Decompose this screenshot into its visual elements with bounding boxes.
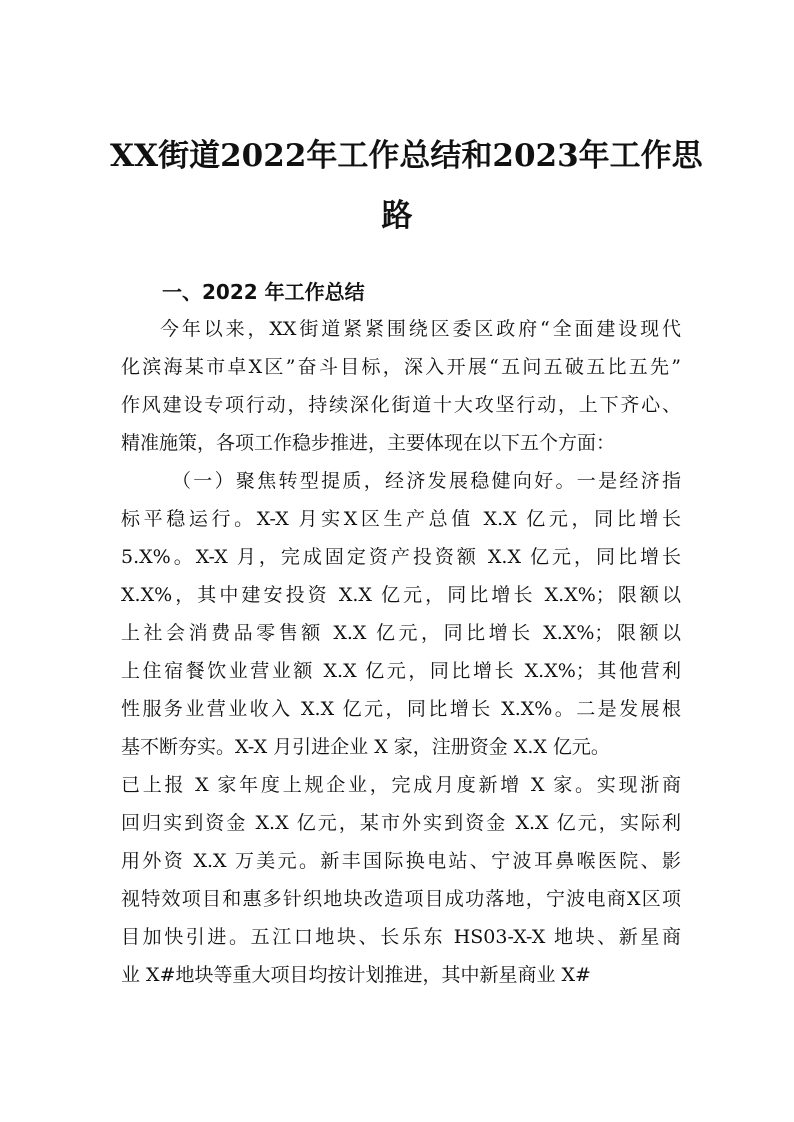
paragraph-line: 性服务业营业收入 X.X 亿元，同比增长 X.X%。二是发展根 <box>121 698 681 720</box>
paragraph-line: 标平稳运行。X-X 月实X区生产总值 X.X 亿元，同比增长 <box>121 508 681 530</box>
title-line-2: 路 <box>381 198 413 234</box>
paragraph-line: 上住宿餐饮业营业额 X.X 亿元，同比增长 X.X%；其他营利 <box>121 660 681 682</box>
paragraph-line: 5.X%。X-X 月，完成固定资产投资额 X.X 亿元，同比增长 <box>121 546 681 568</box>
title-line-1: XX街道2022年工作总结和2023年工作思 <box>110 138 703 174</box>
paragraph-line: 作风建设专项行动，持续深化街道十大攻坚行动，上下齐心、 <box>121 394 681 416</box>
paragraph-line: 视特效项目和惠多针织地块改造项目成功落地，宁波电商X区项 <box>121 888 681 910</box>
paragraph-line: 化滨海某市卓X区”奋斗目标，深入开展“五问五破五比五先” <box>121 356 681 378</box>
paragraph-line: 用外资 X.X 万美元。新丰国际换电站、宁波耳鼻喉医院、影 <box>121 850 681 872</box>
paragraph-line: 回归实到资金 X.X 亿元，某市外实到资金 X.X 亿元，实际利 <box>121 812 681 834</box>
section-heading: 一、2022 年工作总结 <box>162 280 365 304</box>
paragraph-line: 业 X#地块等重大项目均按计划推进，其中新星商业 X# <box>121 964 591 986</box>
paragraph-line: 上社会消费品零售额 X.X 亿元，同比增长 X.X%；限额以 <box>121 622 681 644</box>
paragraph-line: X.X%，其中建安投资 X.X 亿元，同比增长 X.X%；限额以 <box>121 584 681 606</box>
paragraph-line: （一）聚焦转型提质，经济发展稳健向好。一是经济指 <box>172 470 681 492</box>
paragraph-line: 目加快引进。五江口地块、长乐东 HS03-X-X 地块、新星商 <box>121 926 681 948</box>
paragraph-line: 基不断夯实。X-X 月引进企业 X 家，注册资金 X.X 亿元。 <box>121 736 610 758</box>
document-title <box>110 126 703 246</box>
paragraph-line: 今年以来，XX街道紧紧围绕区委区政府“全面建设现代 <box>160 318 681 340</box>
paragraph-line: 已上报 X 家年度上规企业，完成月度新增 X 家。实现浙商 <box>121 774 681 796</box>
paragraph-line: 精准施策，各项工作稳步推进，主要体现在以下五个方面： <box>121 432 616 454</box>
